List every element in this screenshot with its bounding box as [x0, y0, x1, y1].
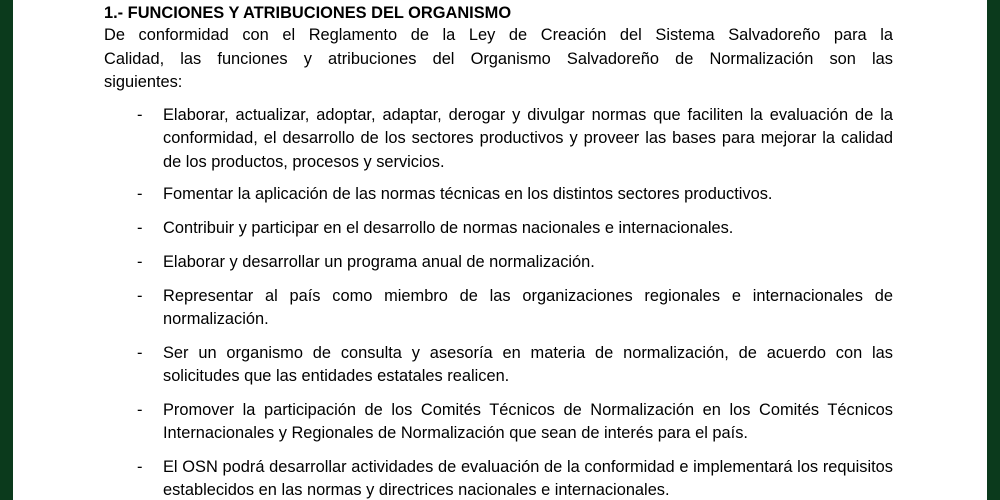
intro-line: Calidad, las funciones y atribuciones del Organismo Salvadoreño de Normalización son las [104, 49, 893, 68]
list-item-text: Promover la participación de los Comités Técnicos de Normalización en los Comités Técnicos Internacionales y Regionales de Normalización que sean de interés para el país. [163, 400, 893, 442]
list-item-text: El OSN podrá desarrollar actividades de evaluación de la conformidad e implementará los requisitos establecidos en las normas y directrices nacionales e internacionales. [163, 457, 893, 499]
list-item-text: Elaborar y desarrollar un programa anual de normalización. [163, 252, 595, 271]
intro-paragraph [104, 24, 893, 95]
bullet-dash: - [137, 105, 143, 124]
list-item-text: Representar al país como miembro de las organizaciones regionales e internacionales de normalización. [163, 286, 893, 328]
intro-line: siguientes: [104, 73, 183, 91]
bullet-dash: - [137, 184, 143, 203]
document-content [104, 2, 893, 499]
bullet-dash: - [137, 218, 143, 237]
list-item-text: Contribuir y participar en el desarrollo de normas nacionales e internacionales. [163, 218, 734, 237]
bullet-dash: - [137, 343, 143, 362]
document-page [13, 0, 987, 500]
list-item-text: Ser un organismo de consulta y asesoría en materia de normalización, de acuerdo con las solicitudes que las entidades estatales realicen. [163, 343, 893, 385]
list-item-text: Fomentar la aplicación de las normas técnicas en los distintos sectores productivos. [163, 184, 773, 203]
bullet-dash: - [137, 457, 143, 476]
intro-line: De conformidad con el Reglamento de la Ley de Creación del Sistema Salvadoreño para la [104, 26, 893, 44]
bullet-dash: - [137, 252, 143, 271]
section-heading: 1.- FUNCIONES Y ATRIBUCIONES DEL ORGANISMO [104, 4, 512, 22]
bullet-dash: - [137, 286, 143, 305]
list-item-text: Elaborar, actualizar, adoptar, adaptar, derogar y divulgar normas que faciliten la evaluación de la conformidad, el desarrollo de los sectores productivos y proveer las bases para mejorar la calidad de los productos, procesos y servicios. [163, 105, 893, 171]
bullet-dash: - [137, 400, 143, 419]
